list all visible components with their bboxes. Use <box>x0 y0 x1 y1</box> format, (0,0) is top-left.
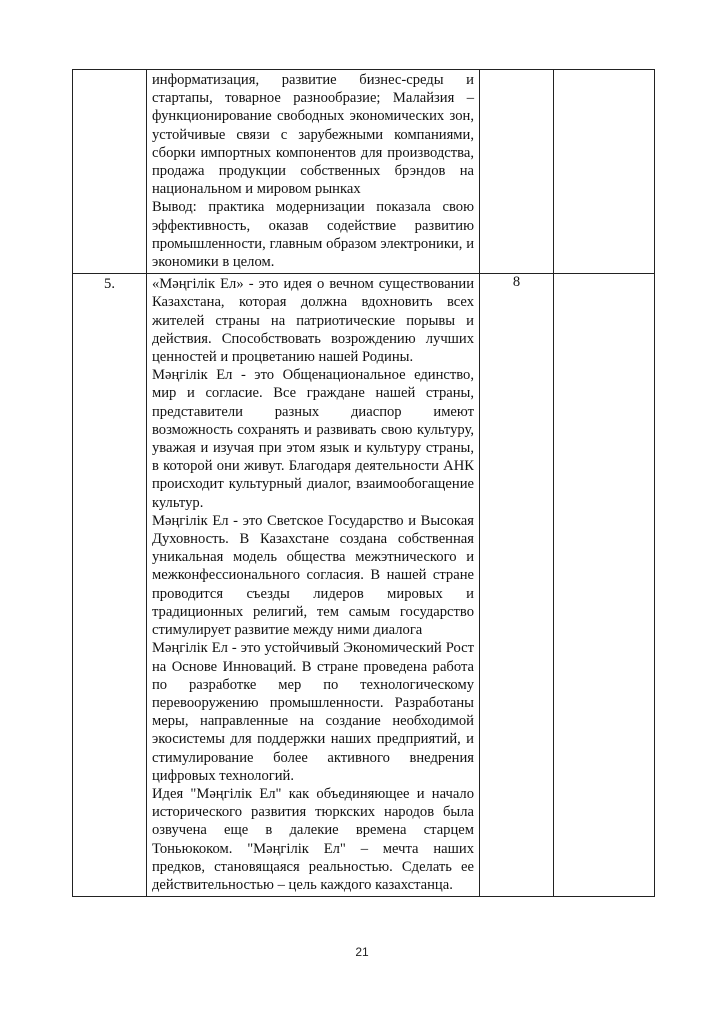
answer-text-cell <box>147 70 480 274</box>
score-cell <box>480 274 554 897</box>
paragraph: Мәңгілік Ел - это Общенациональное единство, мир и согласие. Все граждане нашей страны, представители разных диаспор имеют возможность сохранять и развивать свою культуру, уважая и изучая при этом язык и культуру страны, в которой они живут. Благодаря деятельности АНК происходит культурный диалог, взаимообогащение культур. <box>152 367 474 511</box>
paragraph: Мәңгілік Ел - это устойчивый Экономический Рост на Основе Инноваций. В стране проведена работа по разработке мер по технологическому перевооружению промышленности. Разработаны меры, направленные на создание необходимой экосистемы для поддержки наших предприятий, и стимулирование более активного внедрения цифровых технологий. <box>152 640 474 784</box>
paragraph: «Мәңгілік Ел» - это идея о вечном существовании Казахстана, которая должна вдохновить всех жителей страны на патриотические порывы и действия. Способствовать возрождению лучших ценностей и процветанию нашей Родины. <box>152 276 474 366</box>
row-number-cell <box>73 70 147 274</box>
score-value: 8 <box>512 274 521 291</box>
answer-text-cell <box>147 274 480 897</box>
answer-text <box>147 274 479 896</box>
paragraph: информатизация, развитие бизнес-среды и стартапы, товарное разнообразие; Малайзия – функционирование свободных экономических зон, устойчивые связи с зарубежными компаниями, сборки импортных компонентов для производства, продажа продукции собственных брэндов на национальном и мировом рынках <box>152 72 474 198</box>
row-number: 5. <box>104 276 115 293</box>
table-row <box>73 274 655 897</box>
paragraph: Вывод: практика модернизации показала свою эффективность, оказав содействие развитию промышленности, главным образом электроники, и экономики в целом. <box>152 199 474 271</box>
answers-table <box>72 69 655 897</box>
score-cell <box>480 70 554 274</box>
answer-text <box>147 70 479 273</box>
extra-cell <box>554 274 655 897</box>
extra-cell <box>554 70 655 274</box>
paragraph: Мәңгілік Ел - это Светское Государство и Высокая Духовность. В Казахстане создана собственная уникальная модель общества межэтнического и межконфессионального согласия. В нашей стране проводится съезды лидеров мировых и традиционных религий, тем самым государство стимулирует развитие между ними диалога <box>152 512 474 639</box>
page-number: 21 <box>355 945 369 959</box>
paragraph: Идея "Мәңгілік Ел" как объединяющее и начало исторического развития тюркских народов была озвучена еще в далекие времена старцем Тоньюкоком. "Мәңгілік Ел" – мечта наших предков, становящаяся реальностью. Сделать ее действительностью – цель каждого казахстанца. <box>152 785 474 893</box>
table-row <box>73 70 655 274</box>
row-number-cell <box>73 274 147 897</box>
row-number <box>73 70 146 71</box>
